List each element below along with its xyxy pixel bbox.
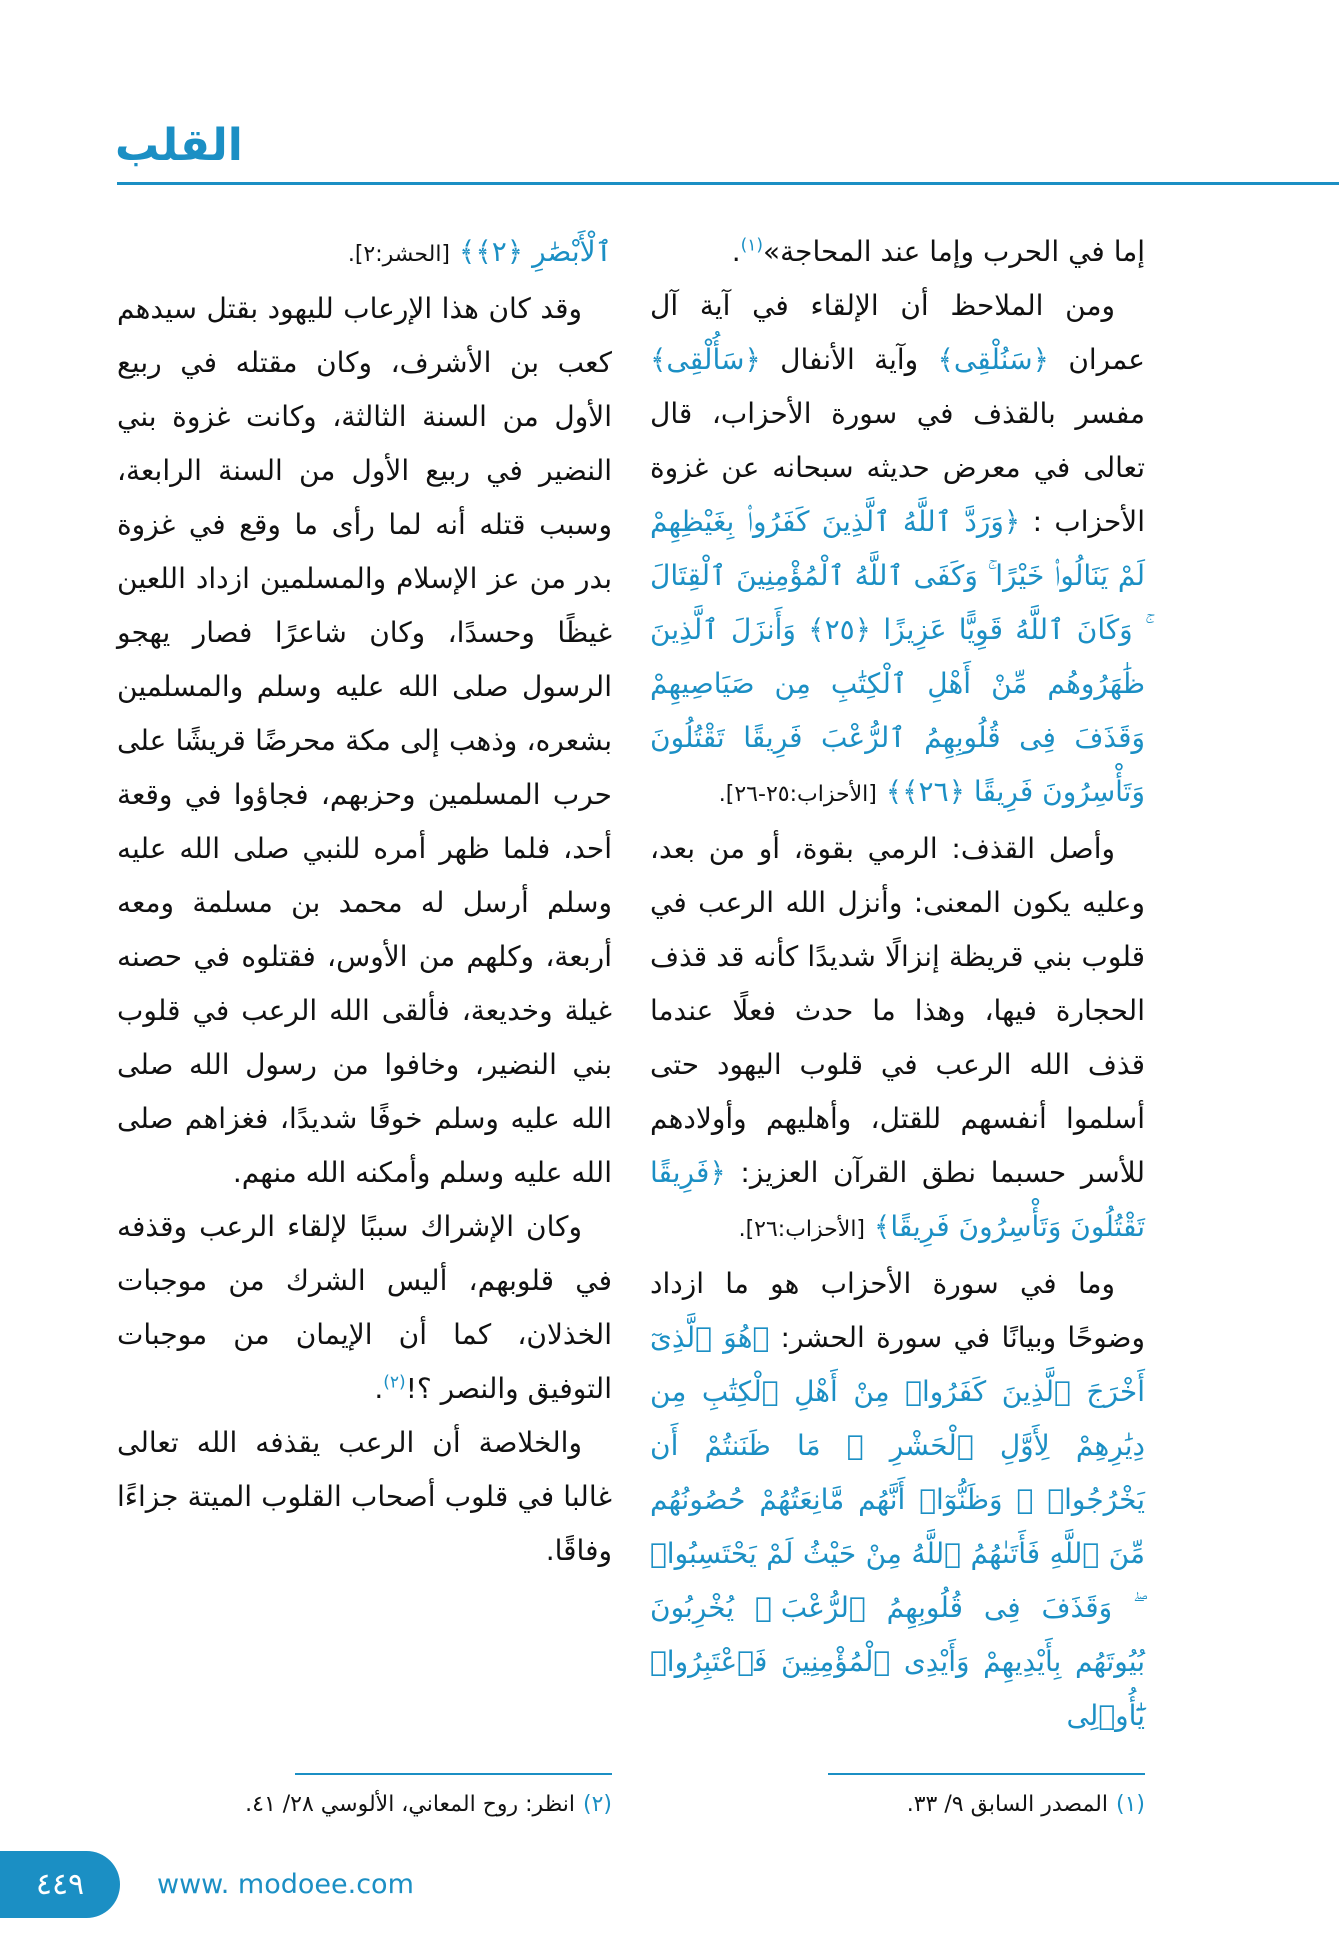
- website-link[interactable]: www. modoee.com: [157, 1869, 414, 1900]
- paragraph: [650, 1257, 1145, 1743]
- text: وأصل القذف: الرمي بقوة، أو من بعد، وعليه يكون المعنى: وأنزل الله الرعب في قلوب بني قريظة إنزالًا شديدًا كأنه قد قذف الحجارة فيها، وهذا ما حدث فعلًا عندما قذف الله الرعب في قلوب اليهود حتى أسلموا أنفسهم للقتل، وأهليهم وأولادهم للأسر حسبما نطق القرآن العزيز:: [650, 832, 1145, 1189]
- text: وما في سورة الأحزاب هو ما ازداد وضوحًا وبيانًا في سورة الحشر:: [650, 1267, 1145, 1354]
- paragraph: وكان الإشراك سببًا لإلقاء الرعب وقذفه في قلوبهم، أليس الشرك من موجبات الخذلان، كما أن الإيمان من موجبات التوفيق والنصر ؟!$^{(٢)}$.: [117, 1210, 612, 1405]
- footnote-number: (٢): [582, 1792, 612, 1817]
- text: ومن الملاحظ أن الإلقاء في آية آل عمران: [650, 289, 1146, 376]
- header-rule: [117, 182, 1339, 185]
- footnote-1-box: [650, 1773, 1145, 1821]
- footnote-1: [650, 1789, 1145, 1821]
- footnotes: [0, 1743, 1339, 1821]
- verse-reference: [الحشر:٢].: [347, 242, 451, 267]
- quran-verse: ﴿وَرَدَّ ٱللَّهُ ٱلَّذِينَ كَفَرُوا۟ بِغَيْظِهِمْ لَمْ يَنَالُوا۟ خَيْرًا ۚ وَكَفَى ٱللَّهُ ٱلْمُؤْمِنِينَ ٱلْقِتَالَ ۚ وَكَانَ ٱللَّهُ قَوِيًّا عَزِيزًا ﴿٢٥﴾ وَأَنزَلَ ٱلَّذِينَ ظَٰهَرُوهُم مِّنْ أَهْلِ ٱلْكِتَٰبِ مِن صَيَاصِيهِمْ وَقَذَفَ فِى قُلُوبِهِمُ ٱلرُّعْبَ فَرِيقًا تَقْتُلُونَ وَتَأْسِرُونَ فَرِيقًا ﴿٢٦﴾﴾: [650, 505, 1145, 808]
- paragraph: [117, 225, 612, 282]
- quran-verse: ٱلْأَبْصَٰرِ ﴿٢﴾﴾: [458, 235, 612, 268]
- paragraph: والخلاصة أن الرعب يقذفه الله تعالى غالبا في قلوب أصحاب القلوب الميتة جزاءًا وفاقًا.: [117, 1426, 612, 1567]
- verse-reference: [الأحزاب:٢٥-٢٦].: [718, 782, 877, 807]
- text: وكان الإشراك سببًا لإلقاء الرعب وقذفه في قلوبهم، أليس الشرك من موجبات الخذلان، كما أن الإيمان من موجبات التوفيق والنصر ؟!: [117, 1210, 612, 1405]
- quran-verse: ﴿سَأُلْقِى﴾: [650, 343, 761, 376]
- paragraph: [650, 822, 1145, 1257]
- footnote-2: [117, 1789, 612, 1821]
- footnote-text: انظر: روح المعاني، الألوسي ٢٨/ ٤١.: [245, 1792, 575, 1817]
- text: وآية الأنفال: [780, 343, 919, 376]
- text: إما في الحرب وإما عند المحاجة»: [763, 235, 1145, 268]
- footnote-divider: [295, 1773, 612, 1775]
- quran-verse: ﴿هُوَ ٱلَّذِىٓ أَخْرَجَ ٱلَّذِينَ كَفَرُوا۟ مِنْ أَهْلِ ٱلْكِتَٰبِ مِن دِيَٰرِهِمْ لِأَوَّلِ ٱلْحَشْرِ ۚ مَا ظَنَنتُمْ أَن يَخْرُجُوا۟ ۖ وَظَنُّوٓا۟ أَنَّهُم مَّانِعَتُهُمْ حُصُونُهُم مِّنَ ٱللَّهِ فَأَتَىٰهُمُ ٱللَّهُ مِنْ حَيْثُ لَمْ يَحْتَسِبُوا۟ ۖ وَقَذَفَ فِى قُلُوبِهِمُ ٱلرُّعْبَ ۚ يُخْرِبُونَ بُيُوتَهُم بِأَيْدِيهِمْ وَأَيْدِى ٱلْمُؤْمِنِينَ فَٱعْتَبِرُوا۟ يَٰٓأُو۟لِى: [650, 1321, 1145, 1732]
- page-header: [0, 0, 1339, 185]
- paragraph: وقد كان هذا الإرعاب لليهود بقتل سيدهم كعب بن الأشرف، وكان مقتله في ربيع الأول من السنة الثالثة، وكانت غزوة بني النضير في ربيع الأول من السنة الرابعة، وسبب قتله أنه لما رأى ما وقع في غزوة بدر من عز الإسلام والمسلمين ازداد اللعين غيظًا وحسدًا، وكان شاعرًا فصار يهجو الرسول صلى الله عليه وسلم والمسلمين بشعره، وذهب إلى مكة محرضًا قريشًا على حرب المسلمين وحزبهم، فجاؤوا في وقعة أحد، فلما ظهر أمره للنبي صلى الله عليه وسلم أرسل له محمد بن مسلمة ومعه أربعة، وكلهم من الأوس، فقتلوه في حصنه غيلة وخديعة، فألقى الله الرعب في قلوب بني النضير، وخافوا من رسول الله صلى الله عليه وسلم خوفًا شديدًا، فغزاهم صلى الله عليه وسلم وأمكنه الله منهم.: [117, 292, 612, 1189]
- page-number: ٤٤٩: [0, 1851, 120, 1918]
- paragraph: [650, 279, 1145, 822]
- right-column: [650, 225, 1145, 1743]
- footnote-2-box: [117, 1773, 612, 1821]
- footnote-divider: [828, 1773, 1145, 1775]
- quran-verse: ﴿سَنُلْقِى﴾: [937, 343, 1049, 376]
- verse-reference: [الأحزاب:٢٦].: [738, 1217, 866, 1242]
- footnote-text: المصدر السابق ٩/ ٣٣.: [906, 1792, 1108, 1817]
- page-footer: [0, 1851, 1339, 1951]
- footnote-ref[interactable]: (١): [740, 235, 764, 256]
- quran-verse: ﴿فَرِيقًا تَقْتُلُونَ وَتَأْسِرُونَ فَرِيقًا﴾: [650, 1156, 1145, 1243]
- footnote-number: (١): [1115, 1792, 1145, 1817]
- text-columns: [0, 185, 1339, 1743]
- chapter-title: القلب: [115, 120, 243, 171]
- paragraph: إما في الحرب وإما عند المحاجة»$^{(١)}$.: [731, 235, 1145, 268]
- left-column: [117, 225, 612, 1578]
- text: مفسر بالقذف في سورة الأحزاب، قال تعالى في معرض حديثه سبحانه عن غزوة الأحزاب :: [650, 397, 1146, 538]
- footnote-ref[interactable]: (٢): [383, 1372, 406, 1393]
